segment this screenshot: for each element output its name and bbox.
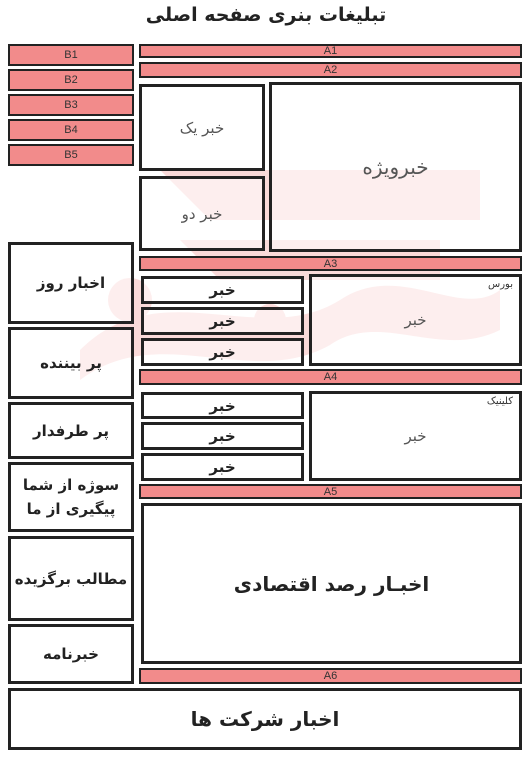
banner-b3[interactable]: B3 bbox=[8, 94, 134, 116]
banner-a6[interactable]: A6 bbox=[139, 668, 522, 684]
banner-a5[interactable]: A5 bbox=[139, 484, 522, 499]
clinic-label: کلینیک bbox=[486, 396, 513, 407]
most-viewed-box[interactable]: پر بیننده bbox=[8, 327, 134, 399]
daily-news-box[interactable]: اخبار روز bbox=[8, 242, 134, 324]
bourse-main-box[interactable] bbox=[309, 274, 522, 366]
most-popular-box[interactable]: پر طرفدار bbox=[8, 402, 134, 459]
news-two-box[interactable]: خبر دو bbox=[139, 176, 265, 251]
your-topic-box[interactable] bbox=[8, 462, 134, 532]
company-news-box[interactable]: اخبار شرکت ها bbox=[8, 688, 522, 750]
your-topic-line1: سوژه از شما bbox=[22, 476, 120, 494]
news-one-box[interactable]: خبر یک bbox=[139, 84, 265, 171]
banner-b4[interactable]: B4 bbox=[8, 119, 134, 141]
bourse-main-text: خبر bbox=[404, 311, 427, 329]
your-topic-line2: پیگیری از ما bbox=[26, 500, 116, 518]
banner-a2[interactable]: A2 bbox=[139, 62, 522, 78]
page-title: تبلیغات بنری صفحه اصلی bbox=[145, 4, 387, 26]
economic-monitor-box[interactable]: اخبـار رصد اقتصادی bbox=[141, 503, 522, 664]
bourse-item-2[interactable]: خبر bbox=[141, 307, 304, 335]
clinic-item-1[interactable]: خبر bbox=[141, 392, 304, 419]
banner-b5[interactable]: B5 bbox=[8, 144, 134, 166]
bourse-item-1[interactable]: خبر bbox=[141, 276, 304, 304]
banner-a3[interactable]: A3 bbox=[139, 256, 522, 271]
featured-news-box[interactable]: خبرویژه bbox=[269, 82, 522, 252]
newsletter-box[interactable]: خبرنامه bbox=[8, 624, 134, 684]
banner-a4[interactable]: A4 bbox=[139, 369, 522, 385]
banner-a1[interactable]: A1 bbox=[139, 44, 522, 58]
selected-articles-box[interactable]: مطالب برگزیده bbox=[8, 536, 134, 621]
bourse-label: بورس bbox=[488, 279, 513, 290]
banner-b1[interactable]: B1 bbox=[8, 44, 134, 66]
clinic-main-box[interactable] bbox=[309, 391, 522, 481]
clinic-item-2[interactable]: خبر bbox=[141, 422, 304, 450]
bourse-item-3[interactable]: خبر bbox=[141, 338, 304, 366]
clinic-main-text: خبر bbox=[404, 427, 427, 445]
banner-b2[interactable]: B2 bbox=[8, 69, 134, 91]
clinic-item-3[interactable]: خبر bbox=[141, 453, 304, 481]
